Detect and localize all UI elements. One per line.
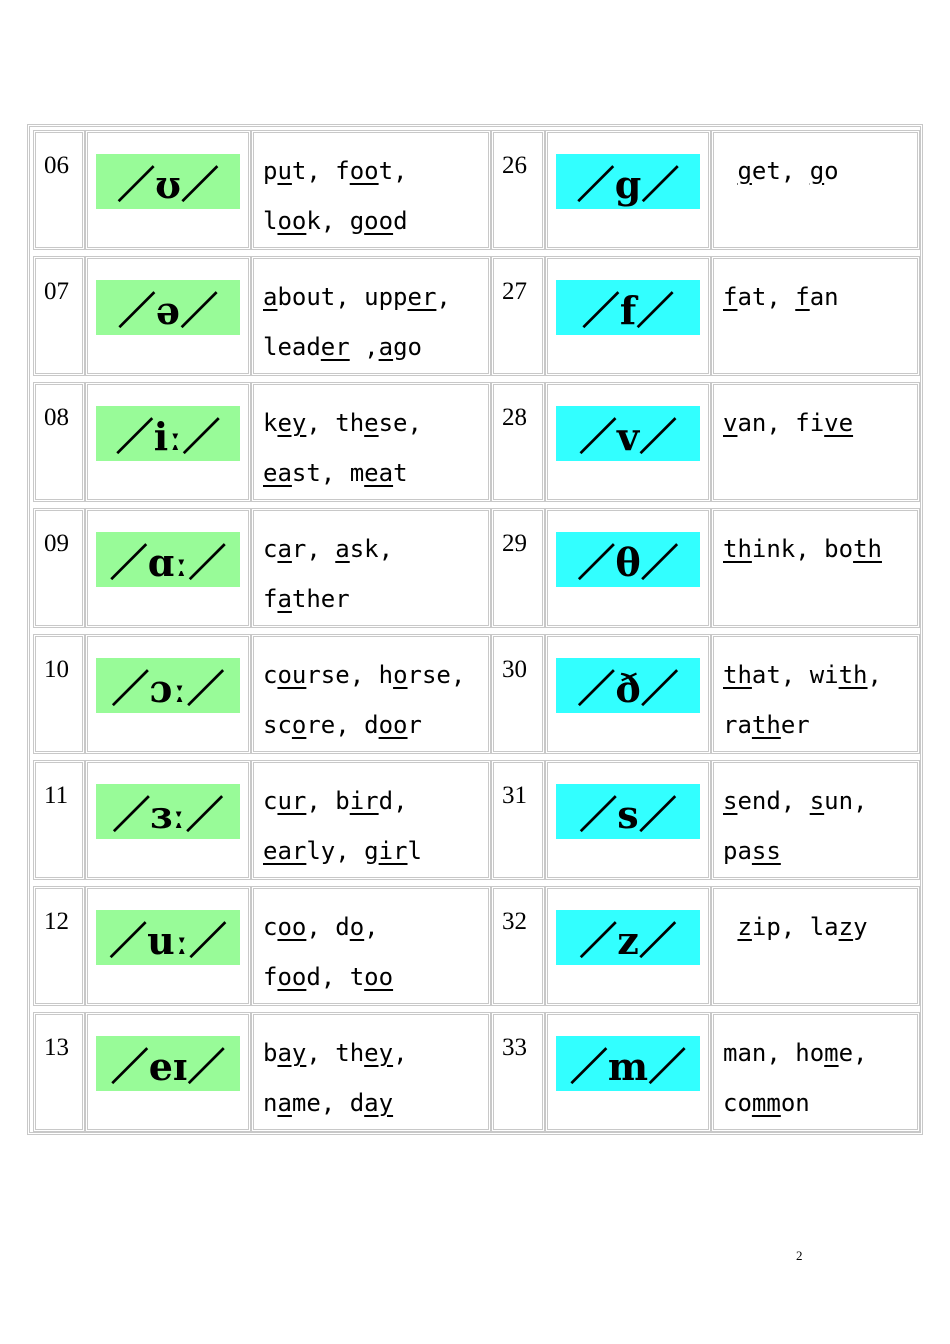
word-text: rse, h (306, 661, 394, 689)
underlined-sound: oo (277, 963, 307, 991)
example-words-line (263, 574, 488, 624)
left-words-cell (251, 382, 491, 502)
phoneme-number: 32 (502, 908, 527, 935)
phonetic-symbol: ／θ／ (556, 532, 700, 587)
left-num-cell (33, 130, 85, 250)
table-row (30, 127, 920, 253)
underlined-sound: z (737, 913, 752, 941)
underlined-sound: ve (824, 409, 854, 437)
underlined-sound: er (320, 333, 350, 361)
phonetic-symbol: ／ð／ (556, 658, 700, 713)
phoneme-number: 13 (44, 1034, 69, 1061)
table-row (30, 883, 920, 1009)
right-num-cell (491, 256, 545, 376)
left-num-cell (33, 760, 85, 880)
example-words-line (723, 272, 917, 322)
underlined-sound: f (723, 283, 738, 311)
underlined-sound: ur (277, 787, 307, 815)
phoneme-number: 26 (502, 152, 527, 179)
right-sym-cell (545, 886, 711, 1006)
left-words-cell (251, 508, 491, 628)
word-text: et, (751, 157, 810, 185)
word-text: on (780, 1089, 810, 1117)
phonetic-symbol: ／iː／ (96, 406, 240, 461)
word-text: y (853, 913, 868, 941)
word-text: b (263, 1039, 278, 1067)
example-words-line (263, 776, 488, 826)
example-words-line (263, 902, 488, 952)
word-text: un, (824, 787, 868, 815)
left-sym-cell (85, 256, 251, 376)
word-text: t, (378, 157, 408, 185)
word-text: lead (263, 333, 321, 361)
phonetic-symbol: ／ɔː／ (96, 658, 240, 713)
left-sym-cell (85, 886, 251, 1006)
right-sym-cell (545, 634, 711, 754)
underlined-sound: m (824, 1039, 839, 1067)
right-num-cell (491, 760, 545, 880)
underlined-sound: th (751, 711, 781, 739)
underlined-sound: ou (277, 661, 307, 689)
example-words-line (723, 1078, 917, 1128)
table-row (30, 757, 920, 883)
underlined-sound: f (795, 283, 810, 311)
underlined-sound: o (349, 913, 365, 941)
underlined-sound: s (809, 787, 825, 815)
word-text: c (263, 535, 278, 563)
underlined-sound: a (277, 535, 292, 563)
right-words-cell (711, 634, 920, 754)
right-sym-cell (545, 760, 711, 880)
underlined-sound: ear (263, 837, 307, 865)
phoneme-number: 08 (44, 404, 69, 431)
right-words-cell (711, 382, 920, 502)
example-words-line (723, 650, 917, 700)
underlined-sound: oo (349, 157, 379, 185)
phoneme-number: 29 (502, 530, 527, 557)
underlined-sound: a (277, 585, 292, 613)
word-text: o (824, 157, 839, 185)
left-words-cell (251, 760, 491, 880)
right-words-cell (711, 760, 920, 880)
example-words-line (263, 1028, 488, 1078)
word-text: t, f (291, 157, 350, 185)
word-text (723, 157, 737, 185)
underlined-sound: ea (364, 459, 394, 487)
underlined-sound: e (364, 409, 379, 437)
left-words-cell (251, 130, 491, 250)
word-text: pa (723, 837, 752, 865)
phoneme-number: 10 (44, 656, 69, 683)
table-row (30, 1009, 920, 1135)
right-num-cell (491, 886, 545, 1006)
left-words-cell (251, 886, 491, 1006)
underlined-sound: oo (378, 711, 408, 739)
underlined-sound: th (838, 661, 868, 689)
phoneme-number: 31 (502, 782, 527, 809)
underlined-sound: ea (263, 459, 292, 487)
underlined-sound: ey (277, 409, 307, 437)
underlined-sound: g (809, 157, 825, 185)
underlined-sound: ay (277, 1039, 307, 1067)
word-text: c (263, 661, 278, 689)
right-words-cell (711, 256, 920, 376)
underlined-sound: mm (751, 1089, 781, 1117)
underlined-sound: s (723, 787, 738, 815)
left-words-cell (251, 634, 491, 754)
word-text: , th (306, 409, 365, 437)
example-words-line (263, 700, 488, 750)
left-num-cell (33, 508, 85, 628)
phoneme-number: 11 (44, 782, 69, 809)
right-words-cell (711, 1012, 920, 1132)
right-num-cell (491, 382, 545, 502)
right-sym-cell (545, 256, 711, 376)
word-text: at, (737, 283, 796, 311)
phonetic-symbol: ／g／ (556, 154, 700, 209)
word-text: d, t (306, 963, 365, 991)
underlined-sound: a (263, 283, 278, 311)
word-text: c (263, 787, 278, 815)
word-text: end, (737, 787, 810, 815)
word-text: ther (291, 585, 350, 613)
phoneme-number: 06 (44, 152, 69, 179)
table-row (30, 379, 920, 505)
phonetic-symbol: ／ə／ (96, 280, 240, 335)
word-text: ink, bo (751, 535, 854, 563)
underlined-sound: g (737, 157, 752, 185)
word-text: bout, upp (277, 283, 408, 311)
underlined-sound: o (291, 711, 307, 739)
left-sym-cell (85, 634, 251, 754)
example-words-line (263, 322, 488, 372)
word-text: k (263, 409, 278, 437)
word-text: c (263, 913, 278, 941)
phonetic-symbol: ／eɪ／ (96, 1036, 240, 1091)
example-words-line (723, 776, 917, 826)
word-text: re, d (306, 711, 379, 739)
word-text: n (263, 1089, 278, 1117)
word-text: p (263, 157, 278, 185)
underlined-sound: a (335, 535, 350, 563)
phonetic-symbol: ／s／ (556, 784, 700, 839)
example-words-line (723, 826, 917, 876)
word-text: k, g (306, 207, 365, 235)
page-number: 2 (796, 1248, 803, 1263)
phoneme-number: 28 (502, 404, 527, 431)
left-sym-cell (85, 760, 251, 880)
phonetic-table (27, 124, 923, 1135)
table-row (30, 631, 920, 757)
left-num-cell (33, 256, 85, 376)
phonetic-symbol: ／ɑː／ (96, 532, 240, 587)
word-text: me, d (291, 1089, 365, 1117)
phoneme-number: 33 (502, 1034, 527, 1061)
example-words-line (263, 398, 488, 448)
right-words-cell (711, 886, 920, 1006)
underlined-sound: z (838, 913, 854, 941)
word-text: , (349, 333, 379, 361)
underlined-sound: u (277, 157, 292, 185)
word-text: sc (263, 711, 292, 739)
phonetic-symbol: ／f／ (556, 280, 700, 335)
left-sym-cell (85, 382, 251, 502)
right-sym-cell (545, 382, 711, 502)
example-words-line (263, 524, 488, 574)
left-num-cell (33, 886, 85, 1006)
example-words-line (723, 902, 917, 952)
left-num-cell (33, 382, 85, 502)
example-words-line (263, 272, 488, 322)
word-text: , (867, 661, 882, 689)
word-text: at, wi (751, 661, 839, 689)
underlined-sound: oo (364, 207, 394, 235)
left-sym-cell (85, 508, 251, 628)
word-text: , d (306, 913, 350, 941)
underlined-sound: th (853, 535, 882, 563)
underlined-sound: oo (364, 963, 394, 991)
word-text: rse, (407, 661, 466, 689)
phoneme-number: 09 (44, 530, 69, 557)
word-text: se, (378, 409, 422, 437)
right-num-cell (491, 508, 545, 628)
underlined-sound: er (407, 283, 437, 311)
word-text: st, m (291, 459, 365, 487)
word-text: r, (291, 535, 336, 563)
right-sym-cell (545, 130, 711, 250)
word-text: , (364, 913, 379, 941)
word-text: l (263, 207, 278, 235)
word-text: ly, g (306, 837, 379, 865)
right-num-cell (491, 1012, 545, 1132)
example-words-line (263, 146, 488, 196)
phonetic-symbol: ／v／ (556, 406, 700, 461)
word-text: e, (838, 1039, 868, 1067)
word-text: d (393, 207, 408, 235)
phoneme-number: 30 (502, 656, 527, 683)
phonetic-symbol: ／m／ (556, 1036, 700, 1091)
table-row (30, 253, 920, 379)
underlined-sound: a (277, 1089, 292, 1117)
example-words-line (263, 650, 488, 700)
underlined-sound: ir (378, 837, 408, 865)
word-text: man, ho (723, 1039, 825, 1067)
phoneme-number: 07 (44, 278, 69, 305)
left-num-cell (33, 634, 85, 754)
phonetic-symbol: ／uː／ (96, 910, 240, 965)
example-words-line (723, 398, 917, 448)
word-text: go (393, 333, 422, 361)
word-text: an (809, 283, 839, 311)
right-words-cell (711, 130, 920, 250)
underlined-sound: a (378, 333, 394, 361)
right-num-cell (491, 634, 545, 754)
phoneme-number: 12 (44, 908, 69, 935)
word-text: er (780, 711, 810, 739)
word-text: r (407, 711, 422, 739)
word-text: l (407, 837, 422, 865)
underlined-sound: ir (349, 787, 379, 815)
word-text: co (723, 1089, 752, 1117)
example-words-line (723, 146, 917, 196)
word-text (723, 913, 737, 941)
left-words-cell (251, 1012, 491, 1132)
underlined-sound: ey (364, 1039, 394, 1067)
underlined-sound: ay (364, 1089, 394, 1117)
phonetic-symbol: ／ɜː／ (96, 784, 240, 839)
phonetic-symbol: ／ʊ／ (96, 154, 240, 209)
word-text: f (263, 963, 278, 991)
word-text: sk, (349, 535, 394, 563)
word-text: , (393, 1039, 408, 1067)
example-words-line (263, 1078, 488, 1128)
word-text: t (393, 459, 408, 487)
example-words-line (263, 448, 488, 498)
example-words-line (723, 1028, 917, 1078)
left-sym-cell (85, 130, 251, 250)
word-text: , th (306, 1039, 365, 1067)
word-text: f (263, 585, 278, 613)
example-words-line (263, 952, 488, 1002)
left-words-cell (251, 256, 491, 376)
table-row (30, 505, 920, 631)
word-text: , b (306, 787, 350, 815)
example-words-line (723, 524, 917, 574)
underlined-sound: o (393, 661, 408, 689)
word-text: d, (378, 787, 408, 815)
underlined-sound: th (723, 535, 752, 563)
example-words-line (723, 700, 917, 750)
underlined-sound: ss (751, 837, 781, 865)
right-words-cell (711, 508, 920, 628)
underlined-sound: oo (277, 207, 307, 235)
word-text: an, fi (737, 409, 825, 437)
example-words-line (263, 196, 488, 246)
right-sym-cell (545, 1012, 711, 1132)
right-num-cell (491, 130, 545, 250)
underlined-sound: v (723, 409, 738, 437)
word-text: ra (723, 711, 752, 739)
left-sym-cell (85, 1012, 251, 1132)
right-sym-cell (545, 508, 711, 628)
word-text: ip, la (751, 913, 839, 941)
underlined-sound: oo (277, 913, 307, 941)
left-num-cell (33, 1012, 85, 1132)
word-text: , (436, 283, 451, 311)
phoneme-number: 27 (502, 278, 527, 305)
phonetic-symbol: ／z／ (556, 910, 700, 965)
underlined-sound: th (723, 661, 752, 689)
example-words-line (263, 826, 488, 876)
